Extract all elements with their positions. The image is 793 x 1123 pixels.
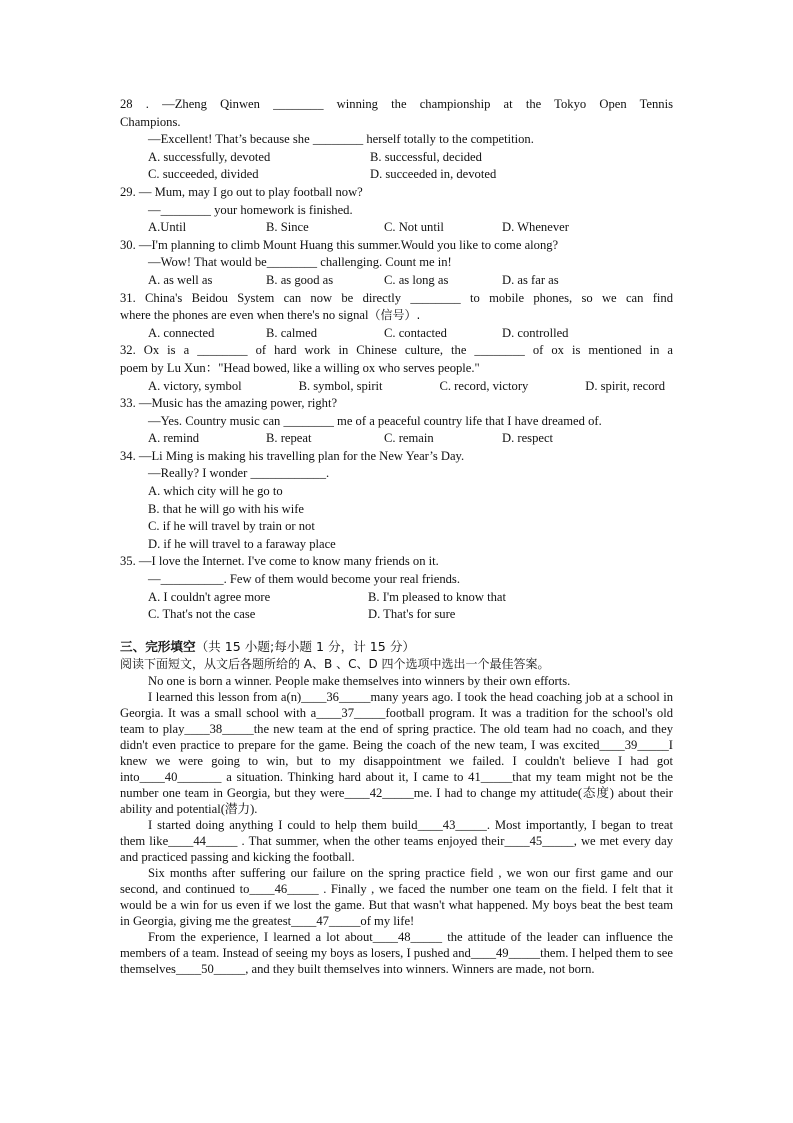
option-a[interactable]: A. remind	[148, 431, 200, 446]
options-row	[120, 272, 673, 290]
option-c[interactable]: C. record, victory	[439, 378, 529, 393]
question-stem: 30. —I'm planning to climb Mount Huang this summer.Would you like to come along?	[120, 237, 559, 252]
option-a[interactable]: A. I couldn't agree more	[148, 589, 271, 604]
question-stem: 35. —I love the Internet. I've come to know many friends on it.	[120, 554, 439, 569]
option-d[interactable]: D. spirit, record	[585, 378, 665, 393]
options-row	[120, 325, 673, 343]
question-35	[120, 553, 673, 623]
option-c[interactable]: C. as long as	[384, 272, 449, 287]
question-response: —Wow! That would be________ challenging. Count me in!	[148, 255, 452, 270]
question-stem: 29. — Mum, may I go out to play football now?	[120, 184, 363, 199]
option-c[interactable]: C. Not until	[384, 220, 444, 235]
options-row	[120, 149, 673, 167]
question-stem-cont: poem by Lu Xun："Head bowed, like a willing ox who serves people."	[120, 360, 480, 375]
option-d[interactable]: D. That's for sure	[368, 607, 456, 622]
question-30	[120, 237, 673, 290]
options-row	[120, 219, 673, 237]
options-row	[120, 606, 673, 624]
question-29	[120, 184, 673, 237]
option-b[interactable]: B. Since	[266, 220, 309, 235]
option-b[interactable]: B. I'm pleased to know that	[368, 589, 506, 604]
section-title-text: 三、完形填空	[120, 638, 196, 654]
question-34	[120, 448, 673, 554]
question-stem: 31. China's Beidou System can now be directly ________ to mobile phones, so we can find	[120, 290, 673, 305]
question-response: —__________. Few of them would become your real friends.	[148, 572, 460, 587]
question-stem: 34. —Li Ming is making his travelling plan for the New Year’s Day.	[120, 448, 465, 463]
option-a[interactable]: A. connected	[148, 325, 215, 340]
question-stem: 32. Ox is a ________ of hard work in Chinese culture, the ________ of ox is mentioned in a	[120, 343, 673, 358]
question-response: —Excellent! That’s because she ________ herself totally to the competition.	[148, 132, 534, 147]
section-title	[120, 638, 673, 656]
question-stem-cont	[120, 307, 673, 325]
cloze-paragraph-2: I learned this lesson from a(n)____36_____many years ago. I took the head coaching job at a school in Georgia. It was a small school with a____37_____football program. It was a tradition for the school's old team to play____38_____the new team at the end of spring practice. The old team had no coach, and they didn't even practice to prepare for the game. Being the coach of the new team, I was excited____39_____I knew we were going to win, but to my disappointment we failed. I couldn't believe I had got into____40_______ a situation. Thinking hard about it, I came to 41_____that my team might not be the number one team in Georgia, but they were____42_____me. I had to change my attitude(态度) about their ability and potential(潜力).	[120, 689, 673, 816]
question-response: —________ your homework is finished.	[148, 202, 353, 217]
question-stem: 33. —Music has the amazing power, right?	[120, 396, 338, 411]
cloze-paragraph-5: From the experience, I learned a lot about____48_____ the attitude of the leader can influence the members of a team. Instead of seeing my boys as losers, I pushed and____49_____them. I helped them to see themselves____50_____, and they built themselves into winners. Winners are made, not born.	[120, 929, 673, 976]
option-c[interactable]: C. contacted	[384, 325, 447, 340]
option-b[interactable]: B. that he will go with his wife	[148, 501, 305, 516]
option-a[interactable]: A. which city will he go to	[148, 484, 283, 499]
cloze-section	[120, 638, 673, 977]
option-d[interactable]: D. respect	[502, 431, 554, 446]
question-response: —Really? I wonder ____________.	[148, 466, 330, 481]
question-28	[120, 96, 673, 184]
option-c[interactable]: C. That's not the case	[148, 607, 256, 622]
options-row	[120, 430, 673, 448]
cloze-paragraph-4: Six months after suffering our failure on the spring practice field , we won our first game and our second, and continued to____46_____ . Finally , we faced the number one team on the field. I felt that it would be a win for us even if we lost the game. But that wasn't what happened. My boys beat the best team in Georgia, giving me the greatest____47_____of my life!	[120, 865, 673, 928]
option-c[interactable]: C. succeeded, divided	[148, 167, 259, 182]
option-b[interactable]: B. successful, decided	[370, 149, 482, 164]
option-b[interactable]: B. calmed	[266, 325, 318, 340]
stem-gloss: （信号）.	[368, 308, 421, 323]
section-instruction: 阅读下面短文，从文后各题所给的 A、B 、C、D 四个选项中选出一个最佳答案。	[120, 656, 550, 671]
option-d[interactable]: D. if he will travel to a faraway place	[148, 536, 336, 551]
option-d[interactable]: D. controlled	[502, 325, 569, 340]
question-stem: 28 . —Zheng Qinwen ________ winning the championship at the Tokyo Open Tennis	[120, 97, 673, 111]
options-row	[120, 589, 673, 607]
option-a[interactable]: A.Until	[148, 220, 187, 235]
options-row	[120, 378, 673, 396]
option-b[interactable]: B. repeat	[266, 431, 312, 446]
stem-text: where the phones are even when there's no signal	[120, 308, 369, 323]
option-c[interactable]: C. if he will travel by train or not	[148, 519, 315, 534]
question-33	[120, 395, 673, 448]
option-d[interactable]: D. Whenever	[502, 220, 569, 235]
cloze-paragraph-3: I started doing anything I could to help them build____43_____. Most importantly, I began to treat them like____44_____ . That summer, when the other teams enjoyed their____45_____, we met every day and practiced passing and kicking the football.	[120, 817, 673, 864]
option-b[interactable]: B. symbol, spirit	[298, 378, 383, 393]
option-d[interactable]: D. succeeded in, devoted	[370, 167, 497, 182]
option-a[interactable]: A. victory, symbol	[148, 378, 242, 393]
question-response: —Yes. Country music can ________ me of a peaceful country life that I have dreamed of.	[148, 413, 602, 428]
option-a[interactable]: A. as well as	[148, 272, 213, 287]
cloze-paragraph-1: No one is born a winner. People make themselves into winners by their own efforts.	[148, 673, 571, 688]
question-stem-cont: Champions.	[120, 114, 181, 129]
exam-page	[120, 96, 673, 977]
option-c[interactable]: C. remain	[384, 431, 434, 446]
question-32	[120, 342, 673, 395]
question-31	[120, 290, 673, 343]
option-b[interactable]: B. as good as	[266, 272, 334, 287]
option-d[interactable]: D. as far as	[502, 272, 559, 287]
section-title-note: （共 15 小题;每小题 1 分，计 15 分）	[195, 638, 416, 654]
option-a[interactable]: A. successfully, devoted	[148, 149, 271, 164]
options-row	[120, 166, 673, 184]
